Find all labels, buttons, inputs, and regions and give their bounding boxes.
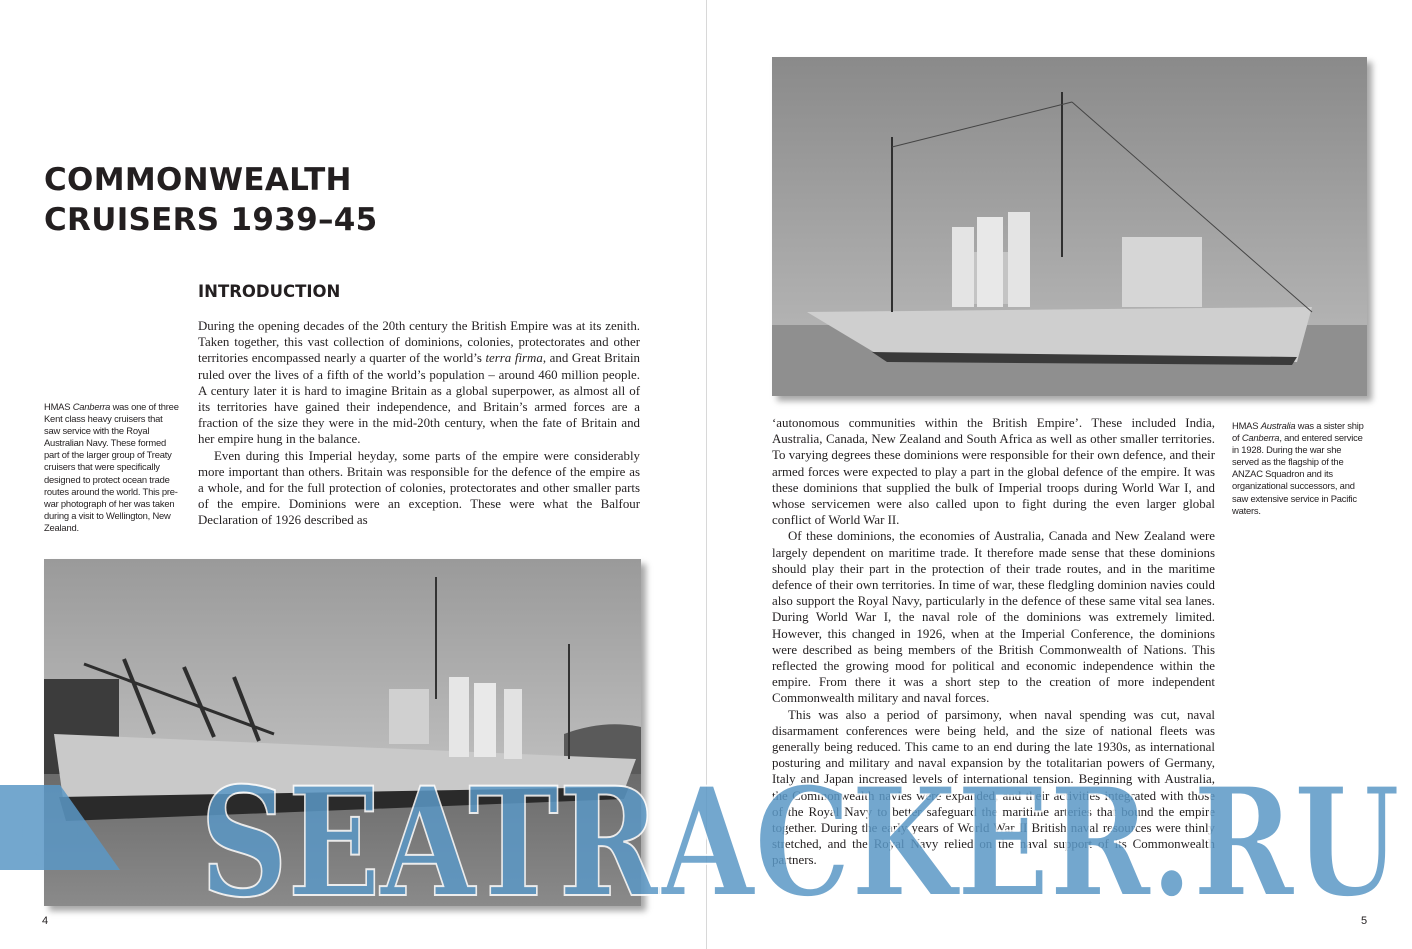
page-number-right: 5	[1361, 915, 1368, 927]
section-heading: INTRODUCTION	[198, 282, 341, 301]
chapter-title-line-1: COMMONWEALTH	[44, 162, 352, 198]
paragraph: Of these dominions, the economies of Australia, Canada and New Zealand were largely dependent on maritime trade. It therefore made sense that these dominions should play their part in the protection of their trade routes, and in the maritime defence of their own territories. In time of war, these fledgling dominion navies could also support the Royal Navy, particularly in the defence of these same vital sea lanes. During World War I, the naval role of the dominions was extremely limited. However, this changed in 1926, when at the Imperial Conference, the dominions were described as being members of the British Commonwealth of Nations. This reflected the growing mood for political and economic independence within the empire. From there it was a short step to the creation of more independent Commonwealth military and naval forces.	[772, 529, 1215, 706]
paragraph: Even during this Imperial heyday, some parts of the empire were considerably more important than others. Britain was responsible for the defence of the empire as a whole, and for the full protection of colonies, protectorates and other smaller parts of the empire. Dominions were an exception. These were what the Balfour Declaration of 1926 described as	[198, 448, 640, 528]
chapter-title-line-2: CRUISERS 1939–45	[44, 202, 378, 238]
watermark-text: SEATRACKER.RU	[200, 775, 1400, 910]
body-column-left	[198, 318, 640, 529]
page-spine	[706, 0, 707, 949]
body-column-right	[772, 415, 1215, 869]
paragraph: This was also a period of parsimony, when naval spending was cut, naval disarmament conferences were being held, and the size of national fleets was generally being reduced. This came to an end during the late 1930s, as international posturing and military and naval expansion by the totalitarian powers of Germany, Italy and Japan increased levels of international tension. Beginning with Australia, the Commonwealth navies were expanded, and their activities integrated with those of the Royal Navy to better safeguard the maritime arteries that bound the empire together. During the early years of World War II British naval resources were thinly stretched, and the Royal Navy relied on the naval support of its Commonwealth partners.	[772, 707, 1215, 868]
page-number-left: 4	[42, 915, 49, 927]
paragraph: ‘autonomous communities within the British Empire’. These included India, Australia, Canada, New Zealand and South Africa as well as other smaller territories. To varying degrees these dominions were responsible for their own defence, and their armed forces were expected to play a part in the global defence of the empire. It was these dominions that supplied the bulk of Imperial troops during World War I, and whose servicemen were also called upon to fight during the even larger global conflict of World War II.	[772, 416, 1215, 528]
photo-hmas-australia	[772, 57, 1367, 396]
photo-caption-canberra: HMAS Canberra was one of three Kent class heavy cruisers that saw service with the Royal Australian Navy. These formed part of the larger group of Treaty cruisers that were specifically designed to protect ocean trade routes around the world. This pre-war photograph of her was taken during a visit to Wellington, New Zealand.	[44, 401, 179, 533]
paragraph: During the opening decades of the 20th century the British Empire was at its zenith. Taken together, this vast collection of dominions, colonies, protectorates and other territories encompassed nearly a quarter of the world’s terra firma, and Great Britain ruled over the lives of a fifth of the world’s population – around 460 million people. A century later it is hard to imagine Britain as a global superpower, as almost all of its territories have gained their independence, and Britain’s armed forces are a fraction of the size they were in the mid-20th century, when the fate of Britain and her empire hung in the balance.	[198, 319, 640, 447]
chapter-title	[44, 160, 378, 240]
photo-hmas-canberra	[44, 559, 641, 906]
photo-caption-australia: HMAS Australia was a sister ship of Canberra, and entered service in 1928. During the war she served as the flagship of the ANZAC Squadron and its organizational successors, and saw extensive service in Pacific waters.	[1232, 420, 1364, 516]
